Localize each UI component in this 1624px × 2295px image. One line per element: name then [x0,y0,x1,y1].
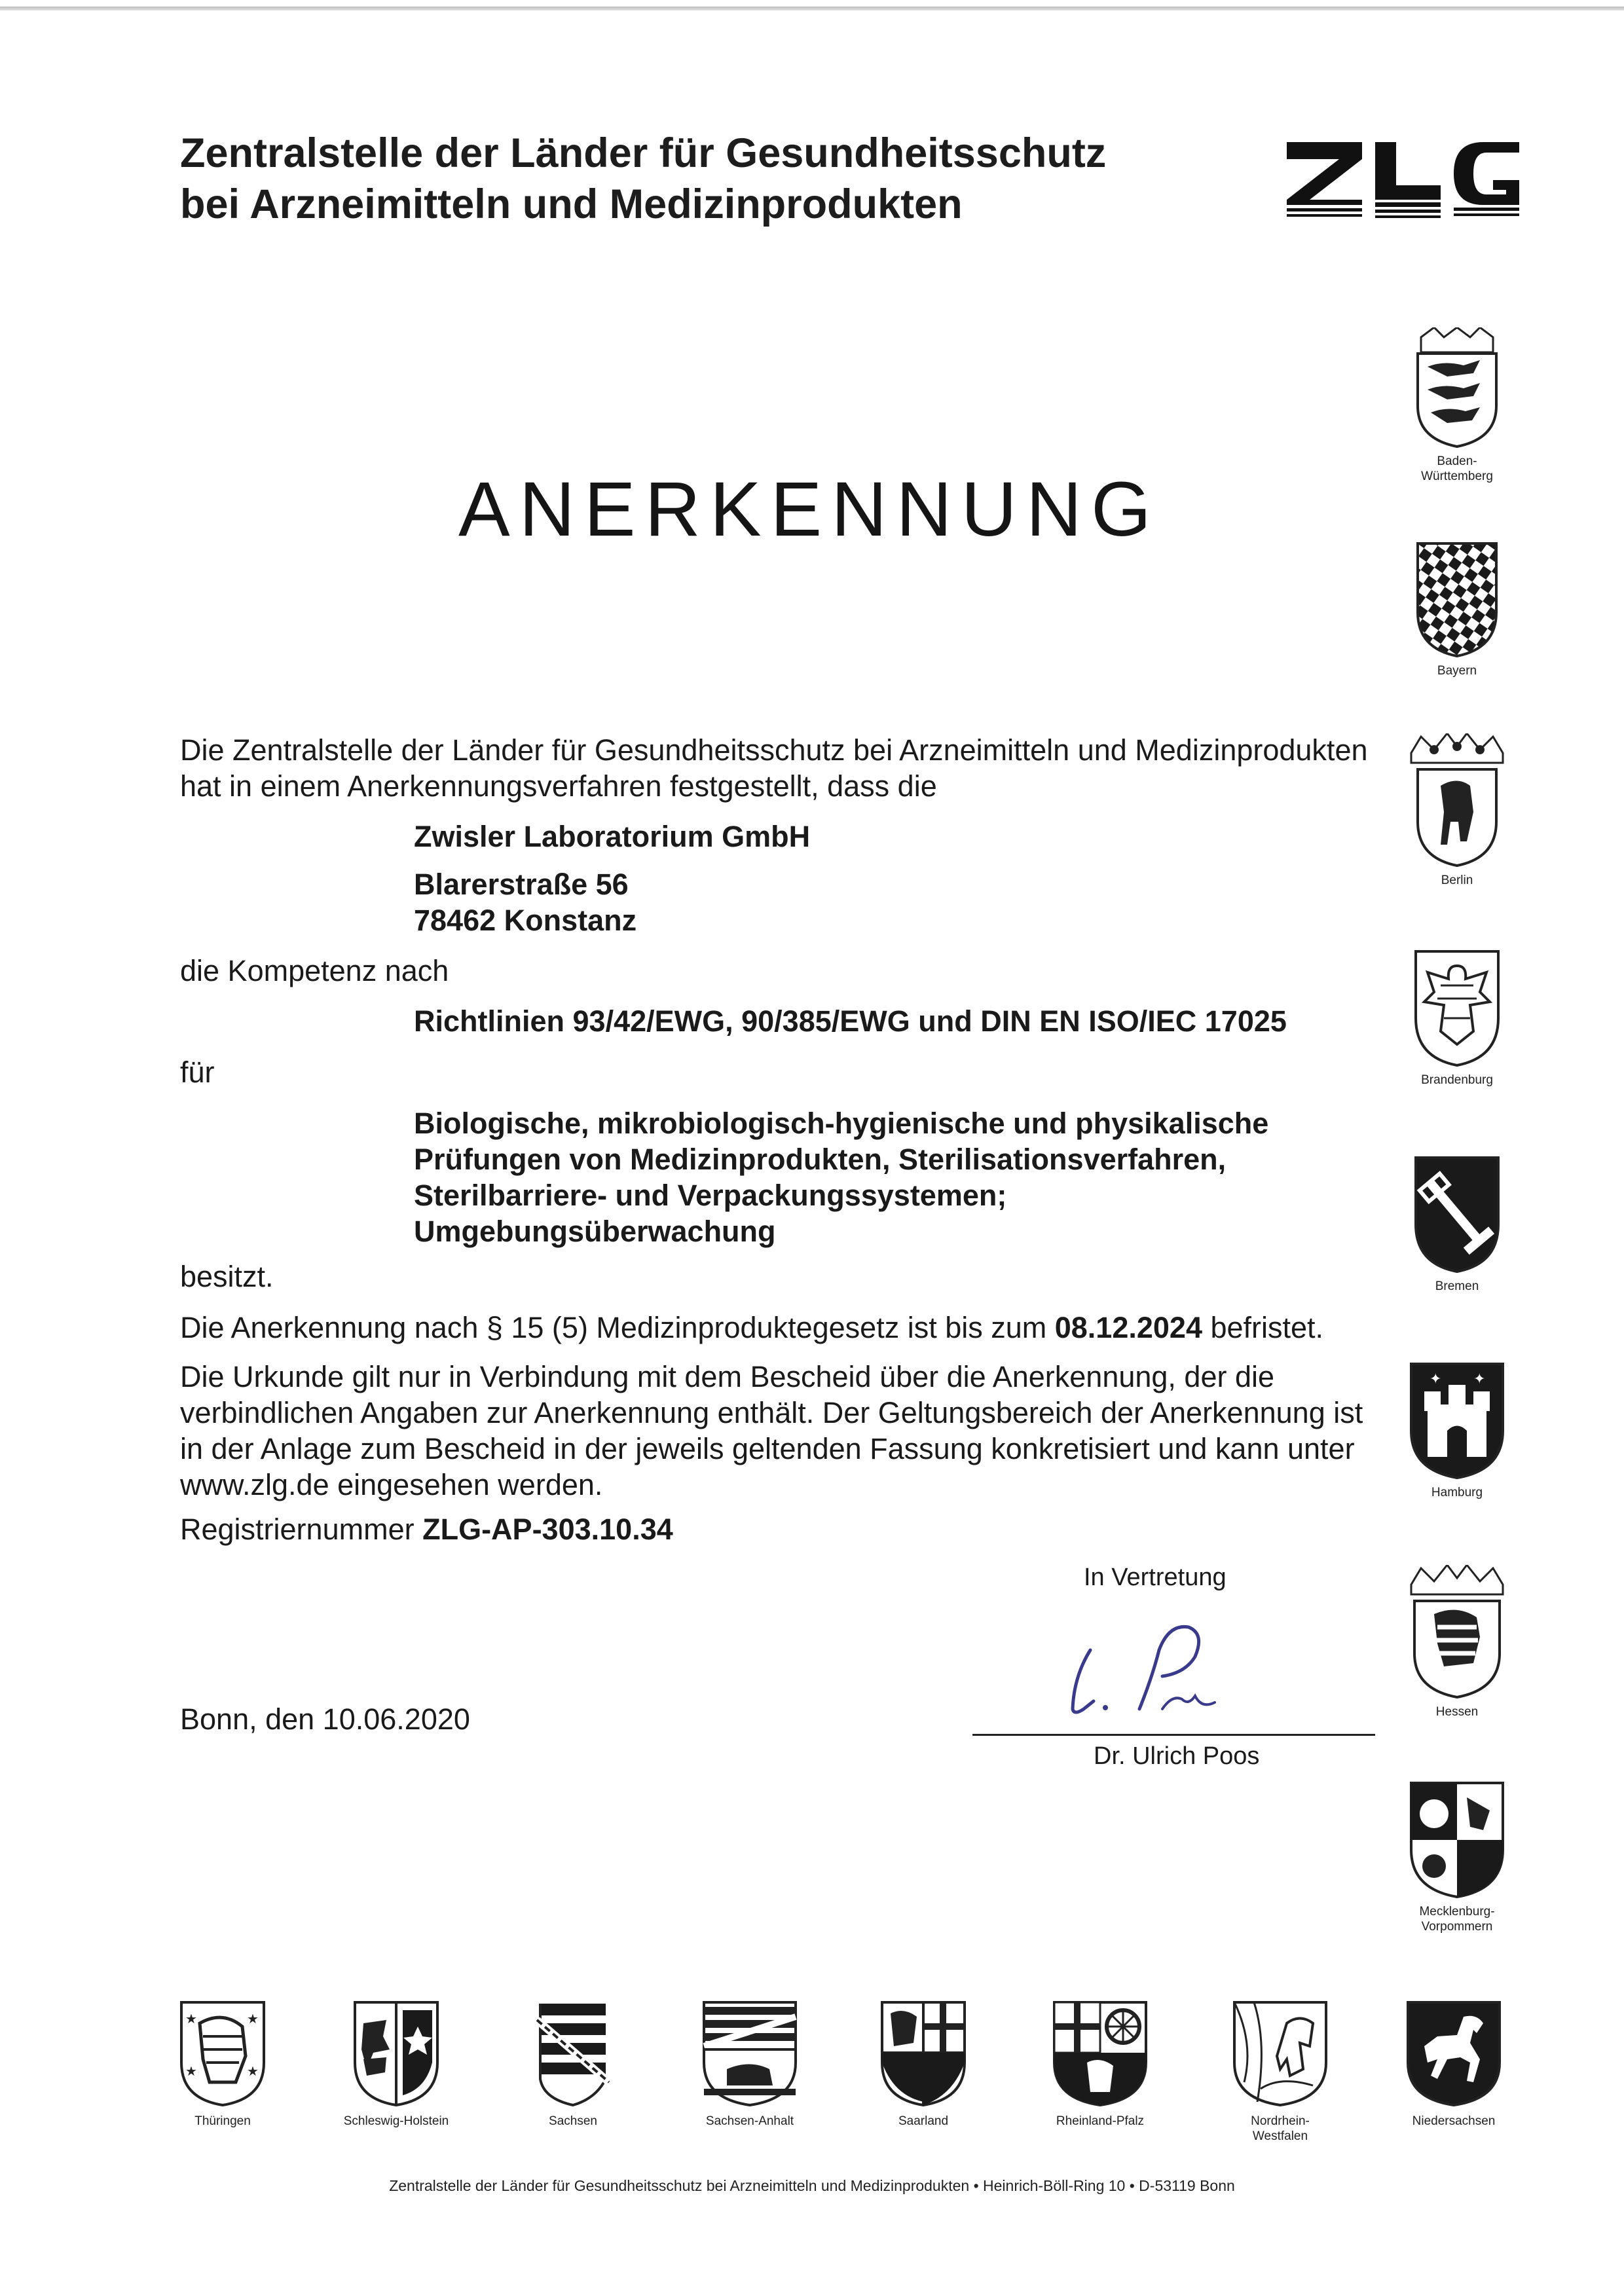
state-emblem-hamburg [1401,1359,1513,1500]
state-emblem-sachsen-anhalt [694,1997,805,2129]
company-city: 78462 Konstanz [414,904,637,937]
coat-of-arms-mecklenburg-vorpommern-icon [1405,1778,1509,1899]
coat-of-arms-bremen-icon [1408,1152,1506,1274]
state-emblem-saarland [868,1997,979,2129]
state-emblem-baden-wuerttemberg [1401,327,1513,484]
state-emblem-sachsen [517,1997,629,2129]
zlg-logo [1287,134,1522,229]
state-emblem-brandenburg [1401,946,1513,1088]
state-emblem-schleswig-holstein [341,1997,452,2129]
standards-text: Richtlinien 93/42/EWG, 90/385/EWG und DIN EN ISO/IEC 17025 [414,1004,1287,1038]
coat-of-arms-niedersachsen-icon [1401,1997,1506,2108]
scope-line: Biologische, mikrobiologisch-hygienische und physikalische [414,1107,1269,1140]
signature-line [972,1734,1375,1736]
state-label: Berlin [1441,873,1473,887]
note-line: in der Anlage zum Bescheid in der jeweils geltenden Fassung konkretisiert und kann unter [180,1432,1355,1465]
scope-of-accreditation [414,1105,1268,1249]
intro-line-1: Die Zentralstelle der Länder für Gesundheitsschutz bei Arzneimitteln und Medizinprodukten [180,733,1368,767]
organisation-name-line-1: Zentralstelle der Länder für Gesundheitsschutz [180,130,1107,176]
state-emblem-rheinland-pfalz [1044,1997,1156,2129]
registration-label: Registriernummer [180,1513,423,1546]
note-line: www.zlg.de eingesehen werden. [180,1468,603,1501]
state-label: Bremen [1435,1279,1479,1293]
svg-text:✦: ✦ [1430,1371,1442,1387]
state-label: Hamburg [1431,1486,1483,1499]
state-label: Baden- Württemberg [1421,454,1493,483]
coat-of-arms-sachsen-anhalt-icon [697,1997,802,2108]
state-emblem-hessen [1401,1565,1513,1719]
scope-line: Umgebungsüberwachung [414,1215,776,1248]
state-label: Sachsen-Anhalt [705,2114,794,2128]
state-label: Thüringen [194,2114,251,2128]
validity-suffix: befristet. [1202,1311,1324,1344]
coat-of-arms-baden-wuerttemberg-icon [1408,327,1506,449]
state-label: Brandenburg [1421,1073,1493,1087]
certificate-note [180,1359,1363,1503]
state-label: Hessen [1435,1705,1479,1719]
coat-of-arms-saarland-icon [874,1997,972,2108]
organisation-name-line-2: bei Arzneimitteln und Medizinprodukten [180,181,963,227]
organisation-name [180,128,1106,230]
validity-statement [180,1310,1323,1346]
coat-of-arms-thueringen-icon [174,1997,272,2108]
state-label: Rheinland-Pfalz [1056,2114,1145,2128]
possesses-text: besitzt. [180,1260,274,1293]
scope-line: Sterilbarriere- und Verpackungssystemen; [414,1179,1007,1212]
registration-number: ZLG-AP-303.10.34 [422,1513,673,1546]
coat-of-arms-brandenburg-icon [1408,946,1506,1067]
note-line: Die Urkunde gilt nur in Verbindung mit dem Bescheid über die Anerkennung, der die [180,1360,1275,1393]
coat-of-arms-berlin-icon [1405,733,1509,868]
company-street: Blarerstraße 56 [414,868,629,901]
intro-line-2: hat in einem Anerkennungsverfahren festgestellt, dass die [180,769,937,803]
handwritten-signature [1054,1611,1257,1732]
coat-of-arms-hessen-icon [1405,1565,1509,1699]
intro-paragraph [180,732,1368,804]
registration-number-line [180,1511,673,1547]
scope-line: Prüfungen von Medizinprodukten, Sterilisationsverfahren, [414,1143,1227,1176]
coat-of-arms-sachsen-icon [524,1997,622,2108]
state-label: Schleswig-Holstein [343,2114,449,2128]
for-label: für [180,1056,215,1089]
svg-text:✦: ✦ [1473,1371,1486,1387]
state-emblem-berlin [1401,733,1513,888]
state-emblem-mecklenburg-vorpommern [1401,1778,1513,1934]
svg-text:★: ★ [247,2065,259,2079]
scan-edge-line [0,7,1624,10]
document-title: ANERKENNUNG [458,466,1160,553]
state-label: Saarland [898,2114,949,2128]
validity-prefix: Die Anerkennung nach § 15 (5) Medizinproduktegesetz ist bis zum [180,1311,1055,1344]
state-label: Sachsen [549,2114,597,2128]
competence-label: die Kompetenz nach [180,954,449,987]
footer-address: Zentralstelle der Länder für Gesundheitsschutz bei Arzneimitteln und Medizinprodukten • Heinrich-Böll-Ring 10 • D-53119 Bonn [389,2177,1235,2194]
zlg-logo-text: ZLG [1287,134,1288,135]
coat-of-arms-hamburg-icon [1405,1359,1509,1480]
validity-date: 08.12.2024 [1054,1311,1202,1344]
representation-note: In Vertretung [1084,1564,1227,1591]
state-emblem-thueringen [167,1997,278,2129]
svg-text:★: ★ [247,2012,259,2027]
state-label: Bayern [1437,664,1477,678]
state-emblem-bremen [1401,1152,1513,1294]
note-line: verbindlichen Angaben zur Anerkennung enthält. Der Geltungsbereich der Anerkennung ist [180,1396,1363,1429]
svg-text:★: ★ [185,2065,197,2079]
state-label: Niedersachsen [1412,2114,1496,2128]
coat-of-arms-rheinland-pfalz-icon [1048,1997,1153,2108]
coat-of-arms-schleswig-holstein-icon [347,1997,445,2108]
state-emblem-nordrhein-westfalen [1225,1997,1336,2144]
signer-name: Dr. Ulrich Poos [1094,1742,1260,1770]
place-and-date: Bonn, den 10.06.2020 [180,1702,470,1736]
company-name: Zwisler Laboratorium GmbH [414,820,811,853]
state-emblem-niedersachsen [1398,1997,1509,2129]
coat-of-arms-nordrhein-westfalen-icon [1228,1997,1333,2108]
svg-text:★: ★ [185,2012,197,2027]
coat-of-arms-bayern-icon [1408,537,1506,658]
state-emblem-bayern [1401,537,1513,678]
state-label: Mecklenburg- Vorpommern [1419,1905,1495,1934]
state-label: Nordrhein-Westfalen [1251,2114,1310,2143]
